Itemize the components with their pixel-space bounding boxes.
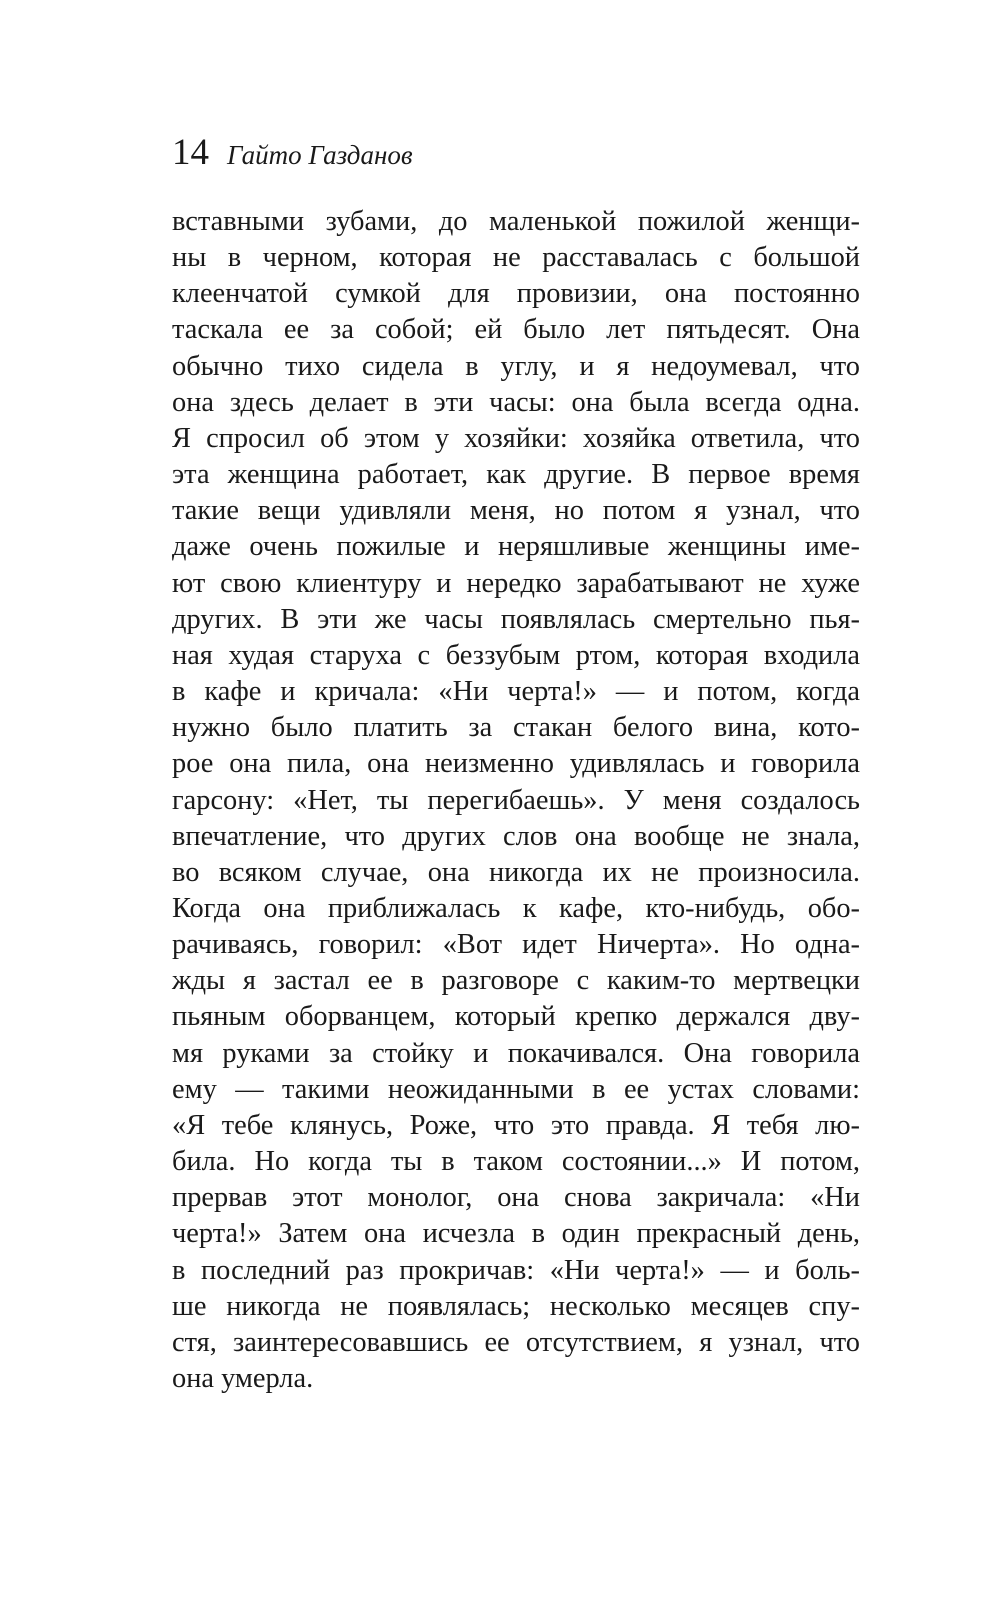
text-line: в кафе и кричала: «Ни черта!» — и потом, когда (172, 676, 860, 708)
text-line: даже очень пожилые и неряшливые женщины име- (172, 531, 860, 563)
text-line: других. В эти же часы появлялась смертельно пья- (172, 603, 860, 635)
text-line: ше никогда не появлялась; несколько месяцев спу- (172, 1290, 860, 1322)
text-line: била. Но когда ты в таком состоянии...» И потом, (172, 1146, 860, 1178)
text-line: такие вещи удивляли меня, но потом я узнал, что (172, 495, 860, 527)
text-line: Я спросил об этом у хозяйки: хозяйка ответила, что (172, 422, 860, 454)
text-line: «Я тебе клянусь, Роже, что это правда. Я тебя лю- (172, 1109, 860, 1141)
text-line: клеенчатой сумкой для провизии, она постоянно (172, 278, 860, 310)
text-line: жды я застал ее в разговоре с каким-то мертвецки (172, 965, 860, 997)
text-line: гарсону: «Нет, ты перегибаешь». У меня создалось (172, 784, 860, 816)
text-line: ему — такими неожиданными в ее устах словами: (172, 1073, 860, 1105)
text-line: прервав этот монолог, она снова закричала: «Ни (172, 1182, 860, 1214)
text-line: Когда она приближалась к кафе, кто-нибудь, обо- (172, 892, 860, 924)
body-text (172, 204, 860, 1397)
text-line: ны в черном, которая не расставалась с большой (172, 242, 860, 274)
page-number: 14 (172, 132, 209, 173)
text-line: вставными зубами, до маленькой пожилой женщи- (172, 206, 860, 237)
text-line: обычно тихо сидела в углу, и я недоумевал, что (172, 350, 860, 382)
text-line: в последний раз прокричав: «Ни черта!» — и боль- (172, 1254, 860, 1286)
text-line: она здесь делает в эти часы: она была всегда одна. (172, 386, 860, 418)
page-header (172, 128, 413, 178)
text-line: во всяком случае, она никогда их не произносила. (172, 856, 860, 888)
text-line: впечатление, что других слов она вообще не знала, (172, 820, 860, 852)
text-line: рачиваясь, говорил: «Вот идет Ничерта». Но однa- (172, 929, 860, 961)
running-title: Гайто Газданов (227, 140, 413, 170)
text-line: ют свою клиентуру и нередко зарабатывают не хуже (172, 567, 860, 599)
text-line: таскала ее за собой; ей было лет пятьдесят. Она (172, 314, 860, 346)
text-line: стя, заинтересовавшись ее отсутствием, я узнал, что (172, 1326, 860, 1358)
text-line: черта!» Затем она исчезла в один прекрасный день, (172, 1218, 860, 1250)
text-line: ная худая старуха с беззубым ртом, которая входила (172, 639, 860, 671)
text-line: она умерла. (172, 1363, 314, 1394)
text-line: нужно было платить за стакан белого вина, кото- (172, 712, 860, 744)
text-line: пьяным оборванцем, который крепко держался дву- (172, 1001, 860, 1033)
text-line: рое она пила, она неизменно удивлялась и говорила (172, 748, 860, 780)
text-line: мя руками за стойку и покачивался. Она говорила (172, 1037, 860, 1069)
text-line: эта женщина работает, как другие. В первое время (172, 459, 860, 491)
